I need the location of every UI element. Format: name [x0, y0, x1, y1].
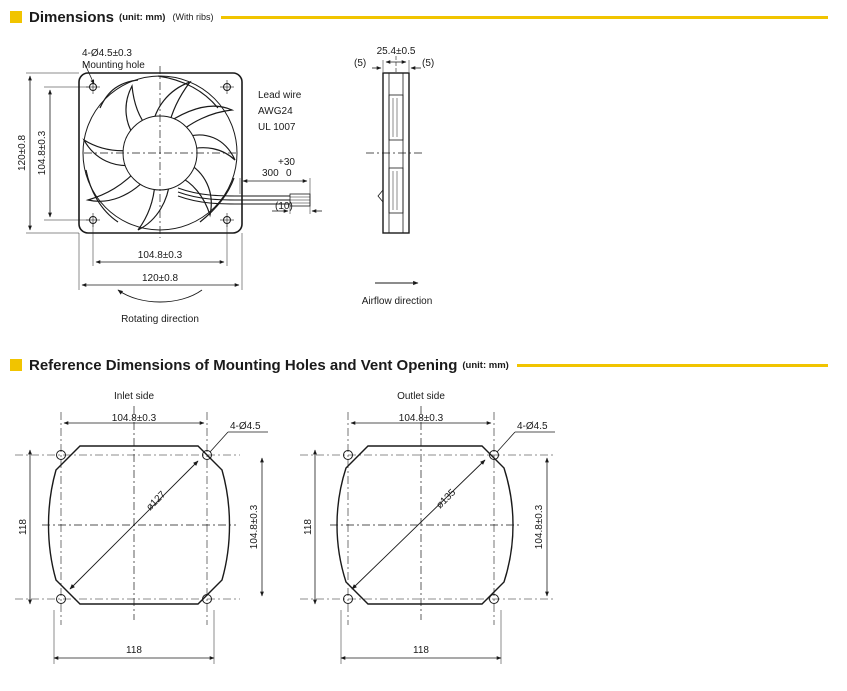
wire-tolerance-plus: +30 — [278, 157, 295, 168]
rotating-direction-arrow — [118, 290, 202, 302]
side-flange-right: (5) — [422, 58, 435, 69]
wire-length-label: 300 — [262, 168, 279, 179]
section-unit: (unit: mm) — [462, 359, 509, 371]
dim-width-inner: 104.8±0.3 — [137, 250, 183, 261]
outlet-top-dim: 104.8±0.3 — [398, 413, 444, 424]
section-note: (With ribs) — [172, 12, 214, 22]
fan-side-view — [366, 56, 425, 283]
section-title: Dimensions — [29, 8, 115, 26]
lead-wire-standard: UL 1007 — [258, 122, 296, 133]
inlet-holes-label: 4-Ø4.5 — [230, 421, 261, 432]
outlet-left-dim: 118 — [303, 519, 314, 535]
inlet-right-dim: 104.8±0.3 — [249, 504, 260, 550]
inlet-side-drawing — [15, 406, 268, 664]
dim-width-outer: 120±0.8 — [141, 273, 179, 284]
inlet-bottom-dim: 118 — [126, 645, 142, 656]
section-unit: (unit: mm) — [119, 11, 166, 23]
lead-wire-label: Lead wire — [258, 90, 302, 101]
outlet-bottom-dim: 118 — [413, 645, 429, 656]
lead-wire-gauge: AWG24 — [258, 106, 293, 117]
airflow-label: Airflow direction — [361, 296, 433, 307]
section-title: Reference Dimensions of Mounting Holes and Vent Opening — [29, 356, 458, 374]
wire-strip-label: (10) — [275, 201, 293, 212]
side-depth-label: 25.4±0.5 — [376, 46, 416, 57]
hole-spec-label: 4-Ø4.5±0.3 — [82, 48, 132, 59]
dim-height-inner: 104.8±0.3 — [37, 130, 48, 176]
mounting-hole-label: Mounting hole — [82, 60, 145, 71]
outlet-diameter: ø135 — [434, 487, 459, 512]
dim-height-outer: 120±0.8 — [17, 134, 28, 172]
outlet-right-dim: 104.8±0.3 — [534, 504, 545, 550]
outlet-holes-label: 4-Ø4.5 — [517, 421, 548, 432]
wire-tolerance-zero: 0 — [286, 168, 292, 179]
inlet-diameter: ø127 — [144, 489, 169, 514]
outlet-side-label: Outlet side — [397, 391, 445, 402]
outlet-side-drawing — [300, 406, 555, 664]
rotating-direction-label: Rotating direction — [121, 314, 199, 325]
side-flange-left: (5) — [354, 58, 367, 69]
inlet-top-dim: 104.8±0.3 — [111, 413, 157, 424]
inlet-left-dim: 118 — [18, 519, 29, 535]
inlet-side-label: Inlet side — [113, 391, 155, 402]
